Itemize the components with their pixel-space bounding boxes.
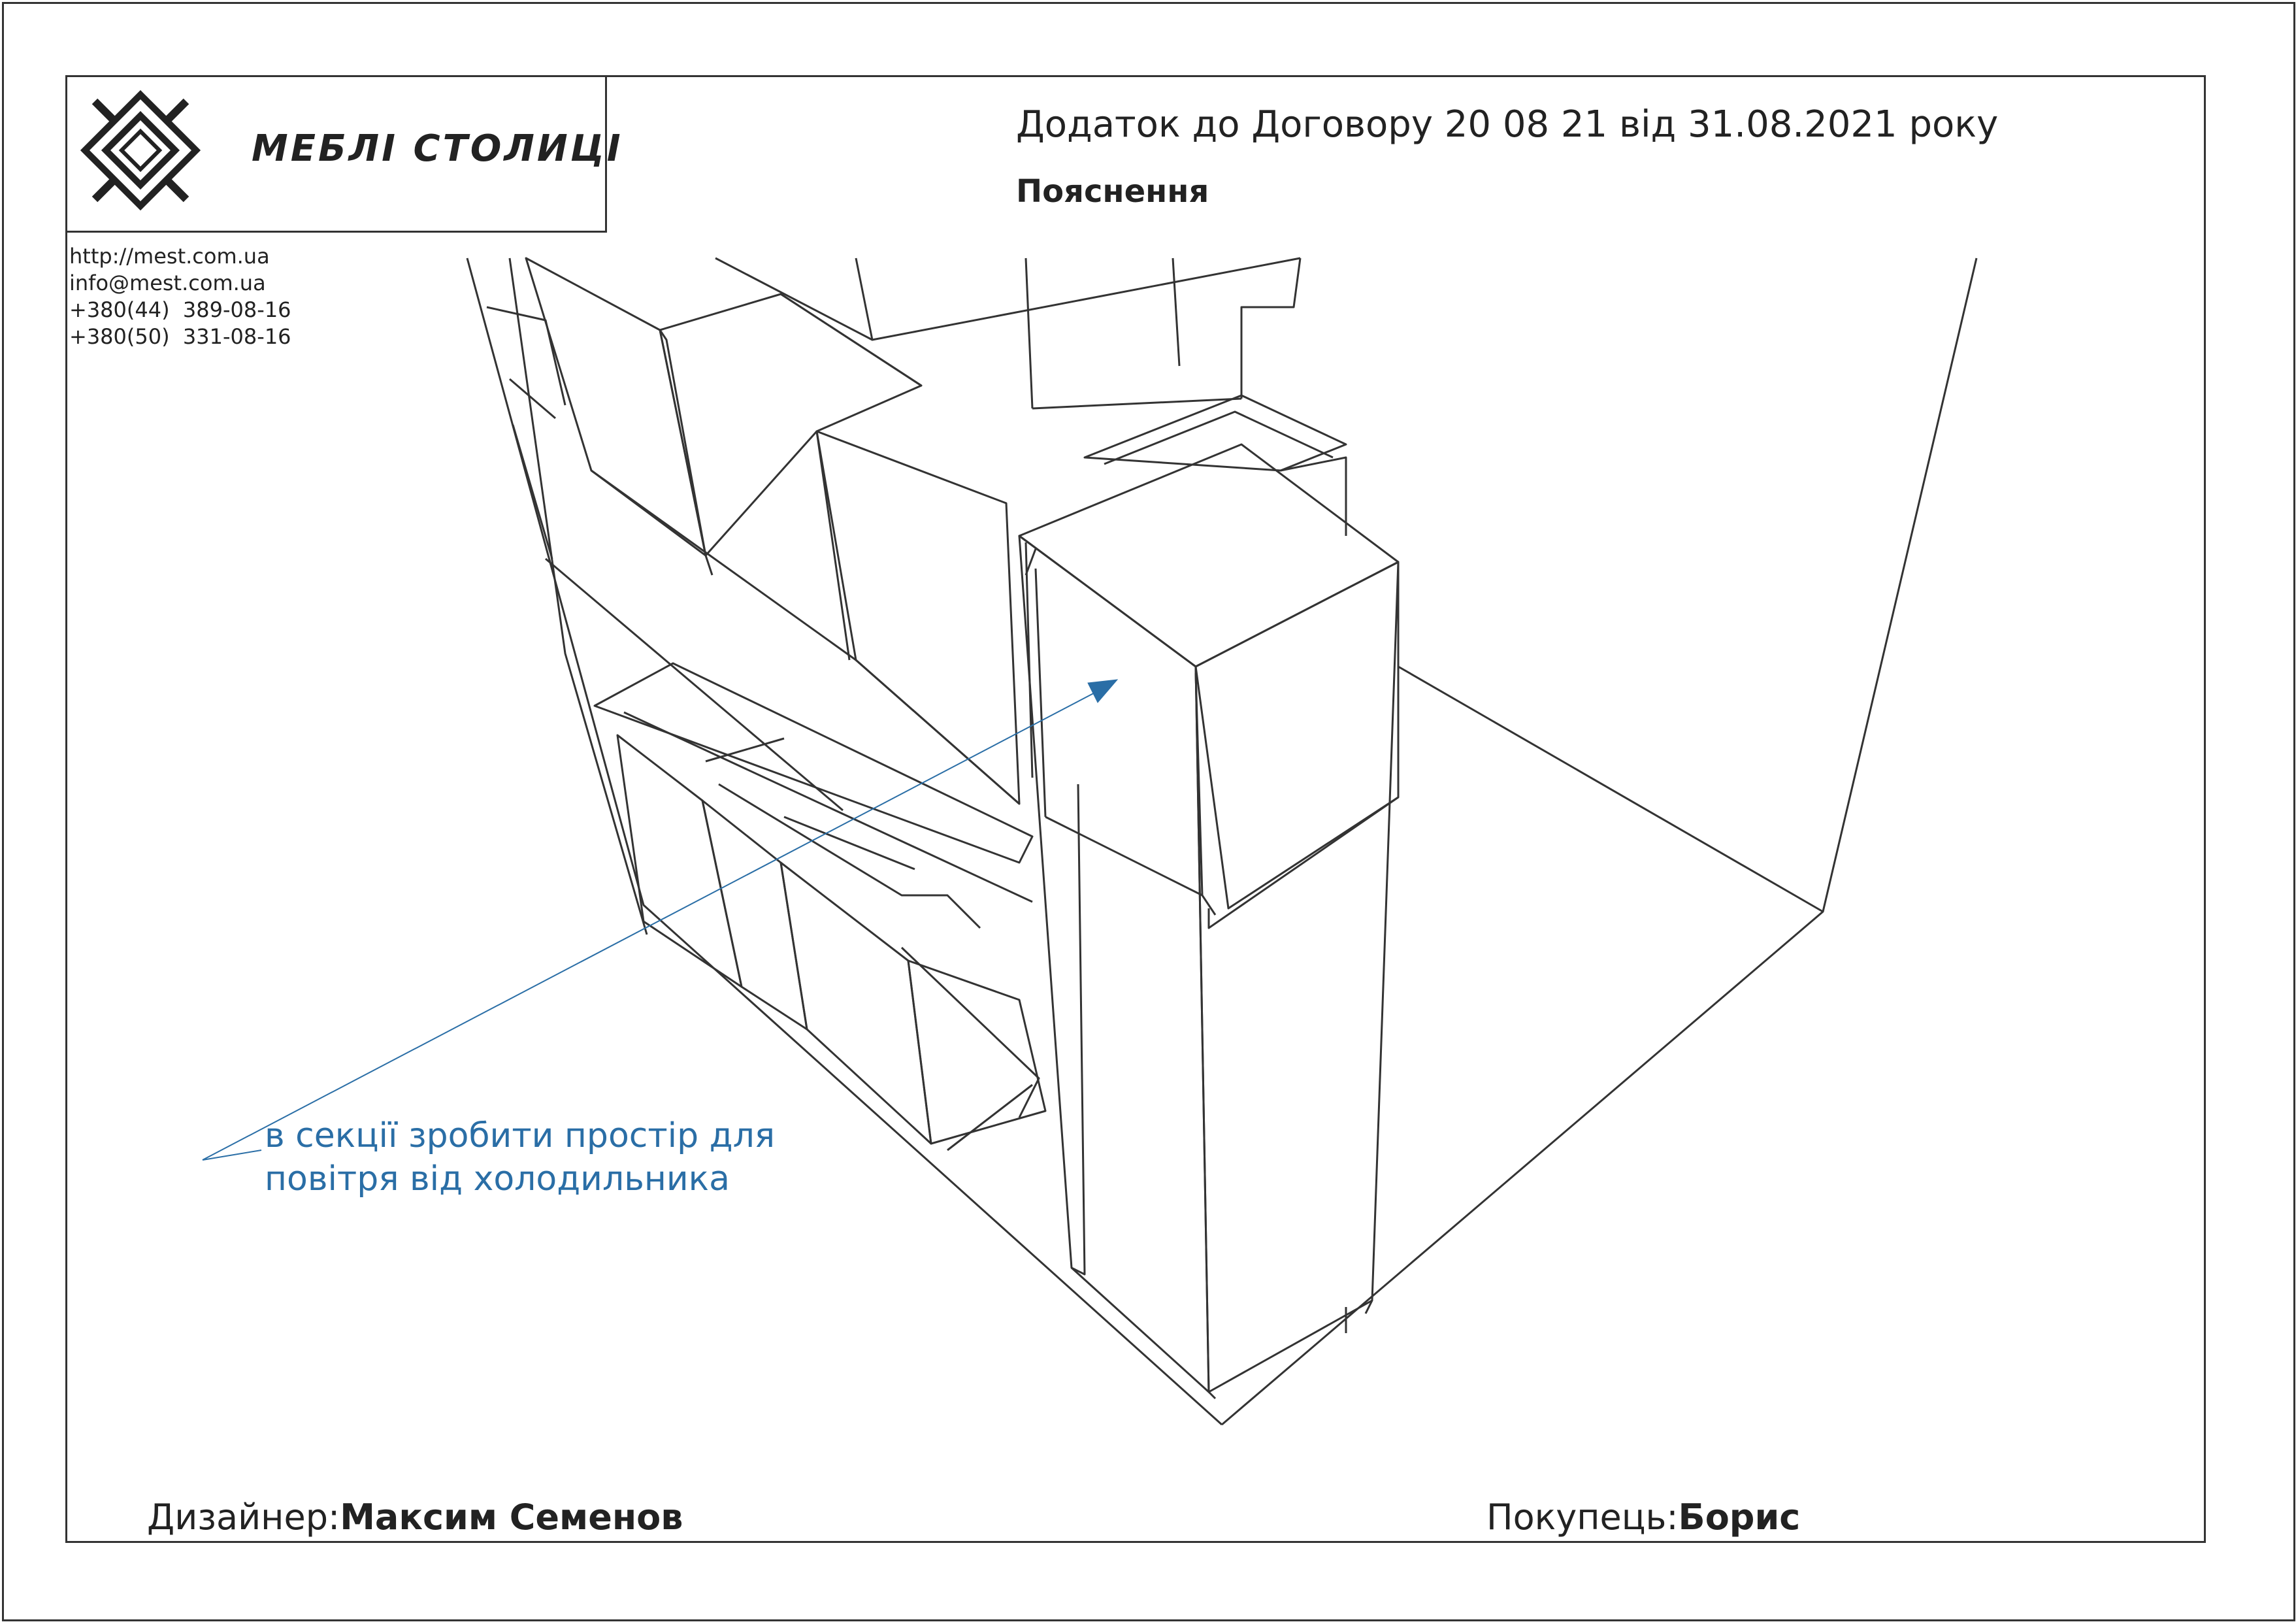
floor-line	[1398, 667, 1823, 912]
air-space-note	[265, 1114, 775, 1200]
lower-door-3	[781, 863, 931, 1144]
lower-door-1	[617, 735, 742, 987]
designer-name: Максим Семенов	[340, 1497, 683, 1538]
buyer-name: Борис	[1678, 1497, 1801, 1538]
designer-label: Дизайнер:	[147, 1497, 340, 1538]
email-link[interactable]: info@mest.com.ua	[69, 271, 266, 295]
note-line-2: повітря від холодильника	[265, 1159, 730, 1199]
fridge-column-side	[1196, 562, 1398, 1392]
phone-mobile: +380(50) 331-08-16	[69, 324, 291, 349]
buyer-label: Покупець:	[1486, 1497, 1679, 1538]
fridge-column-front	[1019, 536, 1209, 1392]
document-title: Додаток до Договору 20 08 21 від 31.08.2021 року	[1016, 103, 1999, 146]
lower-door-2	[702, 801, 807, 1029]
buyer-field	[1486, 1497, 1800, 1538]
lower-door-4	[908, 961, 1045, 1144]
note-arrow	[203, 680, 1117, 1160]
company-name: МЕБЛІ СТОЛИЦІ	[252, 127, 623, 170]
upper-cabinet-over-fridge	[1019, 444, 1398, 667]
website-link[interactable]: http://mest.com.ua	[69, 244, 270, 269]
document-subtitle: Пояснення	[1016, 173, 1209, 210]
designer-field	[147, 1497, 683, 1538]
phone-kyiv: +380(44) 389-08-16	[69, 297, 291, 322]
note-line-1: в секції зробити простір для	[265, 1116, 776, 1155]
countertop	[595, 663, 1032, 863]
